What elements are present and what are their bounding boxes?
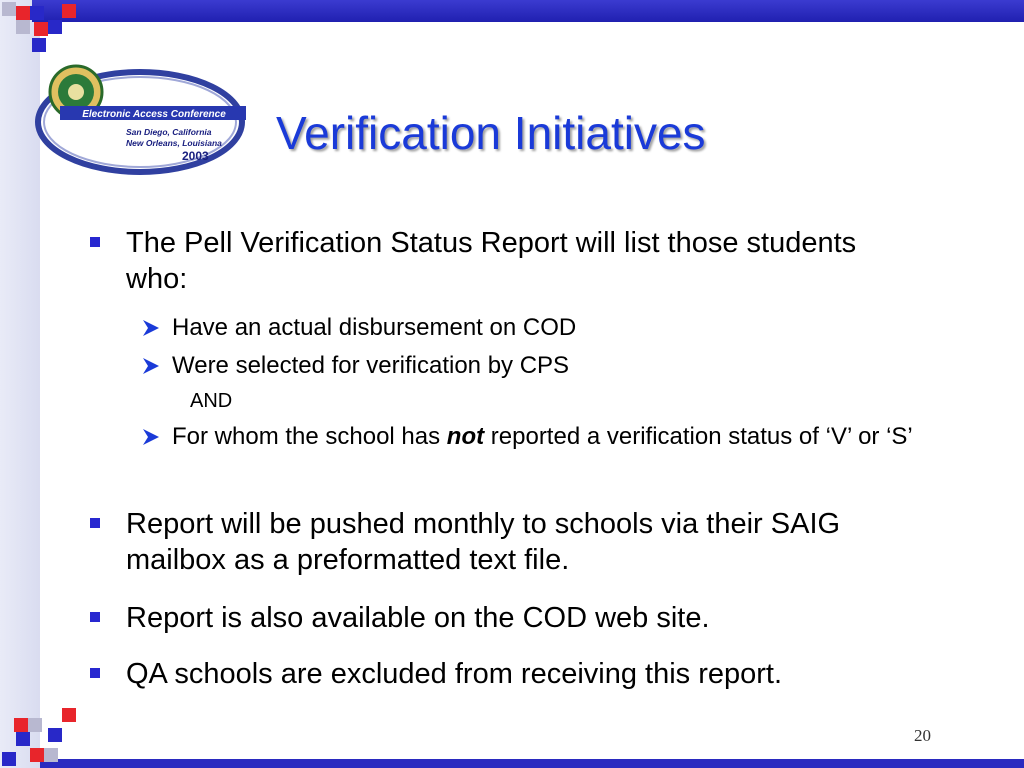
sub-bullet-2-text: Were selected for verification by CPS bbox=[172, 352, 570, 379]
and-connector: AND bbox=[190, 390, 233, 412]
sub-bullet-arrow-icon bbox=[141, 356, 161, 376]
bullet-square bbox=[90, 237, 100, 247]
sub-bullet-1-text: Have an actual disbursement on COD bbox=[172, 314, 577, 341]
sub-bullet-3-text bbox=[172, 423, 932, 451]
bullet-square bbox=[90, 612, 100, 622]
svg-text:New Orleans, Louisiana: New Orleans, Louisiana bbox=[126, 138, 222, 148]
sub-bullet-3-part1: For whom the school has bbox=[172, 423, 447, 450]
bullet-4-text: QA schools are excluded from receiving this report. bbox=[126, 658, 783, 690]
svg-text:2003: 2003 bbox=[182, 149, 209, 163]
top-decor-bar bbox=[32, 0, 1024, 22]
slide-title: Verification Initiatives bbox=[276, 107, 706, 159]
bottom-decor-bar bbox=[40, 759, 1024, 768]
sub-bullet-arrow-icon bbox=[141, 427, 161, 447]
bullet-square bbox=[90, 668, 100, 678]
page-number: 20 bbox=[914, 726, 931, 745]
svg-text:San Diego, California: San Diego, California bbox=[126, 127, 212, 137]
sub-bullet-3-part2: reported a verification status of ‘V’ or ‘S’ bbox=[484, 423, 913, 450]
emphasis-not: not bbox=[446, 423, 485, 450]
bullet-square bbox=[90, 518, 100, 528]
conference-logo bbox=[34, 62, 250, 178]
bullet-2-text: Report will be pushed monthly to schools via their SAIG mailbox as a preformatted text file. bbox=[126, 508, 841, 576]
svg-text:Electronic Access Conference: Electronic Access Conference bbox=[82, 109, 226, 120]
bullet-3-text: Report is also available on the COD web site. bbox=[126, 602, 710, 634]
sub-bullet-arrow-icon bbox=[141, 318, 161, 338]
bullet-1-text: The Pell Verification Status Report will list those students who: bbox=[126, 227, 857, 295]
